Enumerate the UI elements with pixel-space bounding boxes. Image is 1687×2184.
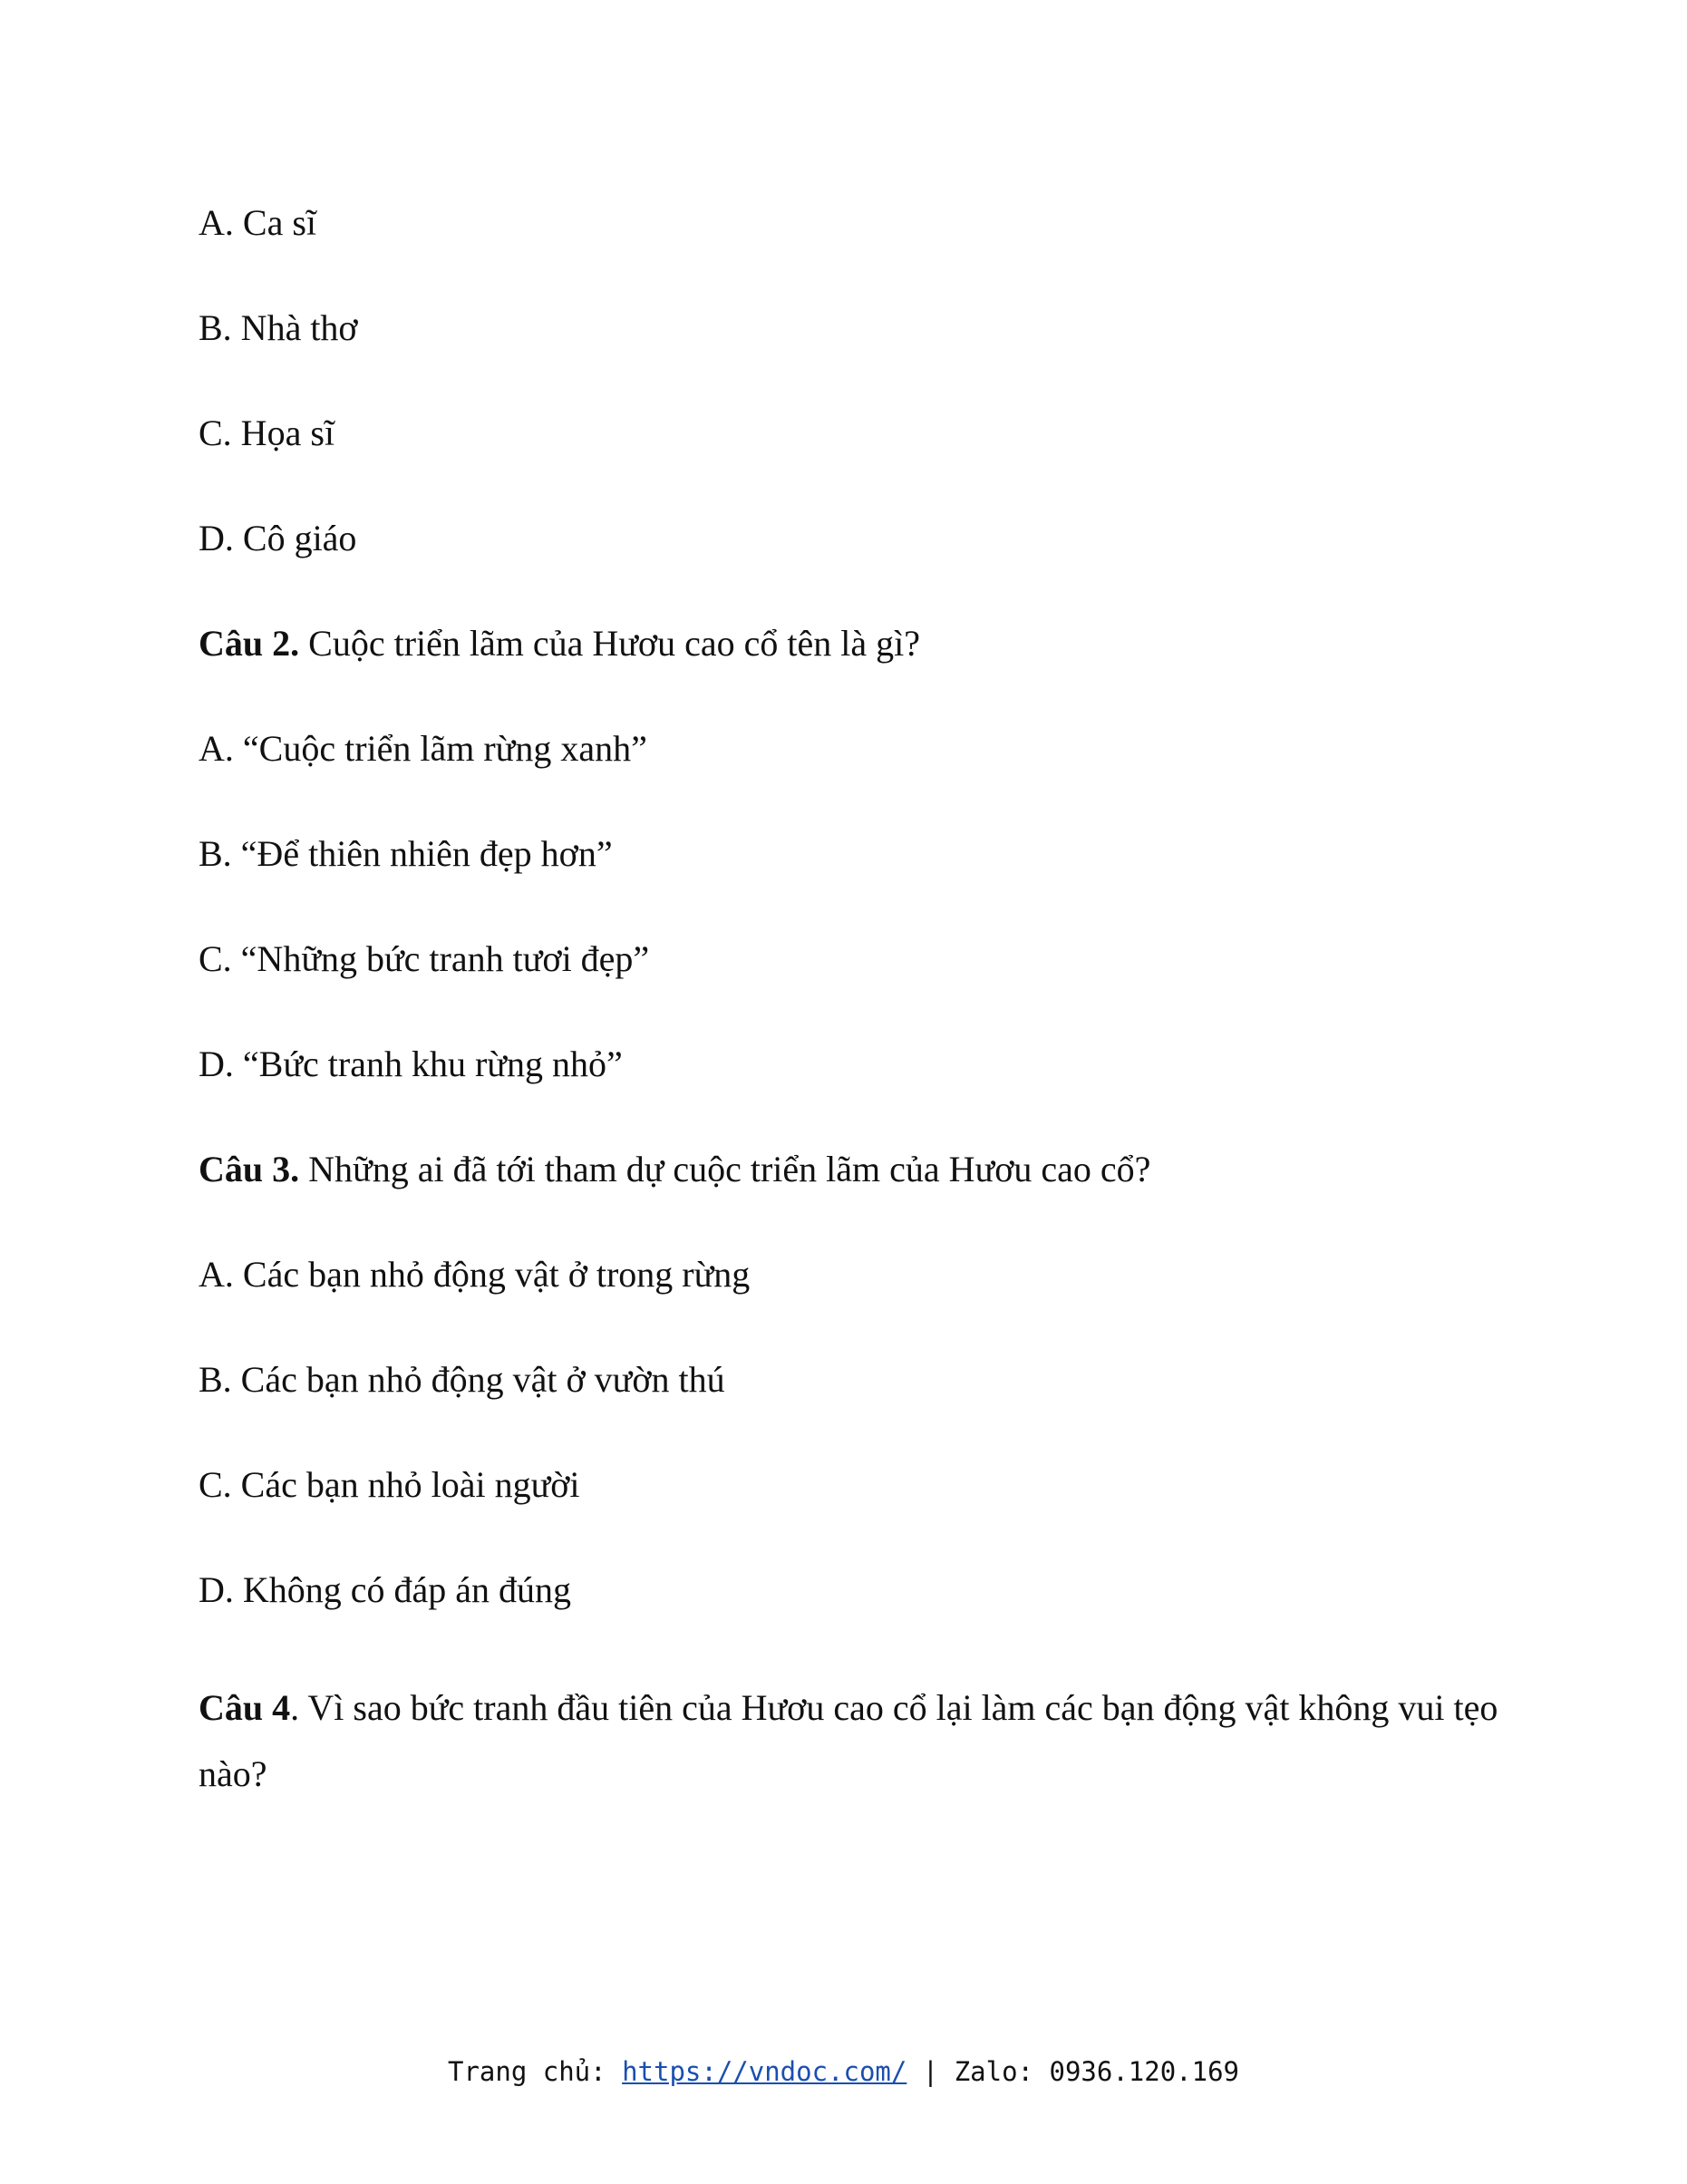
q2-option-b: B. “Để thiên nhiên đẹp hơn” xyxy=(199,833,613,874)
q1-option-b: B. Nhà thơ xyxy=(199,307,358,348)
q3-option-d: D. Không có đáp án đúng xyxy=(199,1569,572,1610)
footer-contact: | Zalo: 0936.120.169 xyxy=(907,2056,1239,2087)
q2-question xyxy=(199,623,920,664)
q1-option-d: D. Cô giáo xyxy=(199,518,357,558)
q2-option-d: D. “Bức tranh khu rừng nhỏ” xyxy=(199,1043,623,1084)
q4-label: Câu 4 xyxy=(199,1687,291,1728)
footer-homepage-link[interactable]: https://vndoc.com/ xyxy=(622,2056,907,2087)
q3-question xyxy=(199,1151,1150,1188)
page-footer xyxy=(0,2056,1687,2087)
q1-option-c: C. Họa sĩ xyxy=(199,413,334,453)
q2-option-a: A. “Cuộc triển lãm rừng xanh” xyxy=(199,728,647,769)
q3-label: Câu 3. xyxy=(199,1149,300,1189)
q4-question xyxy=(199,1674,1504,1807)
q2-text: Cuộc triển lãm của Hươu cao cổ tên là gì? xyxy=(299,623,920,664)
q3-option-a: A. Các bạn nhỏ động vật ở trong rừng xyxy=(199,1254,751,1295)
q2-option-c: C. “Những bức tranh tươi đẹp” xyxy=(199,938,650,979)
q3-option-c: C. Các bạn nhỏ loài người xyxy=(199,1464,580,1505)
q1-option-a: A. Ca sĩ xyxy=(199,202,316,243)
footer-prefix: Trang chủ: xyxy=(448,2056,623,2087)
q4-text: . Vì sao bức tranh đầu tiên của Hươu cao cổ lại làm các bạn động vật không vui tẹo nào? xyxy=(199,1687,1498,1794)
q3-text: Những ai đã tới tham dự cuộc triển lãm của Hươu cao cổ? xyxy=(299,1149,1151,1189)
q3-option-b: B. Các bạn nhỏ động vật ở vườn thú xyxy=(199,1359,725,1400)
q2-label: Câu 2. xyxy=(199,623,300,664)
